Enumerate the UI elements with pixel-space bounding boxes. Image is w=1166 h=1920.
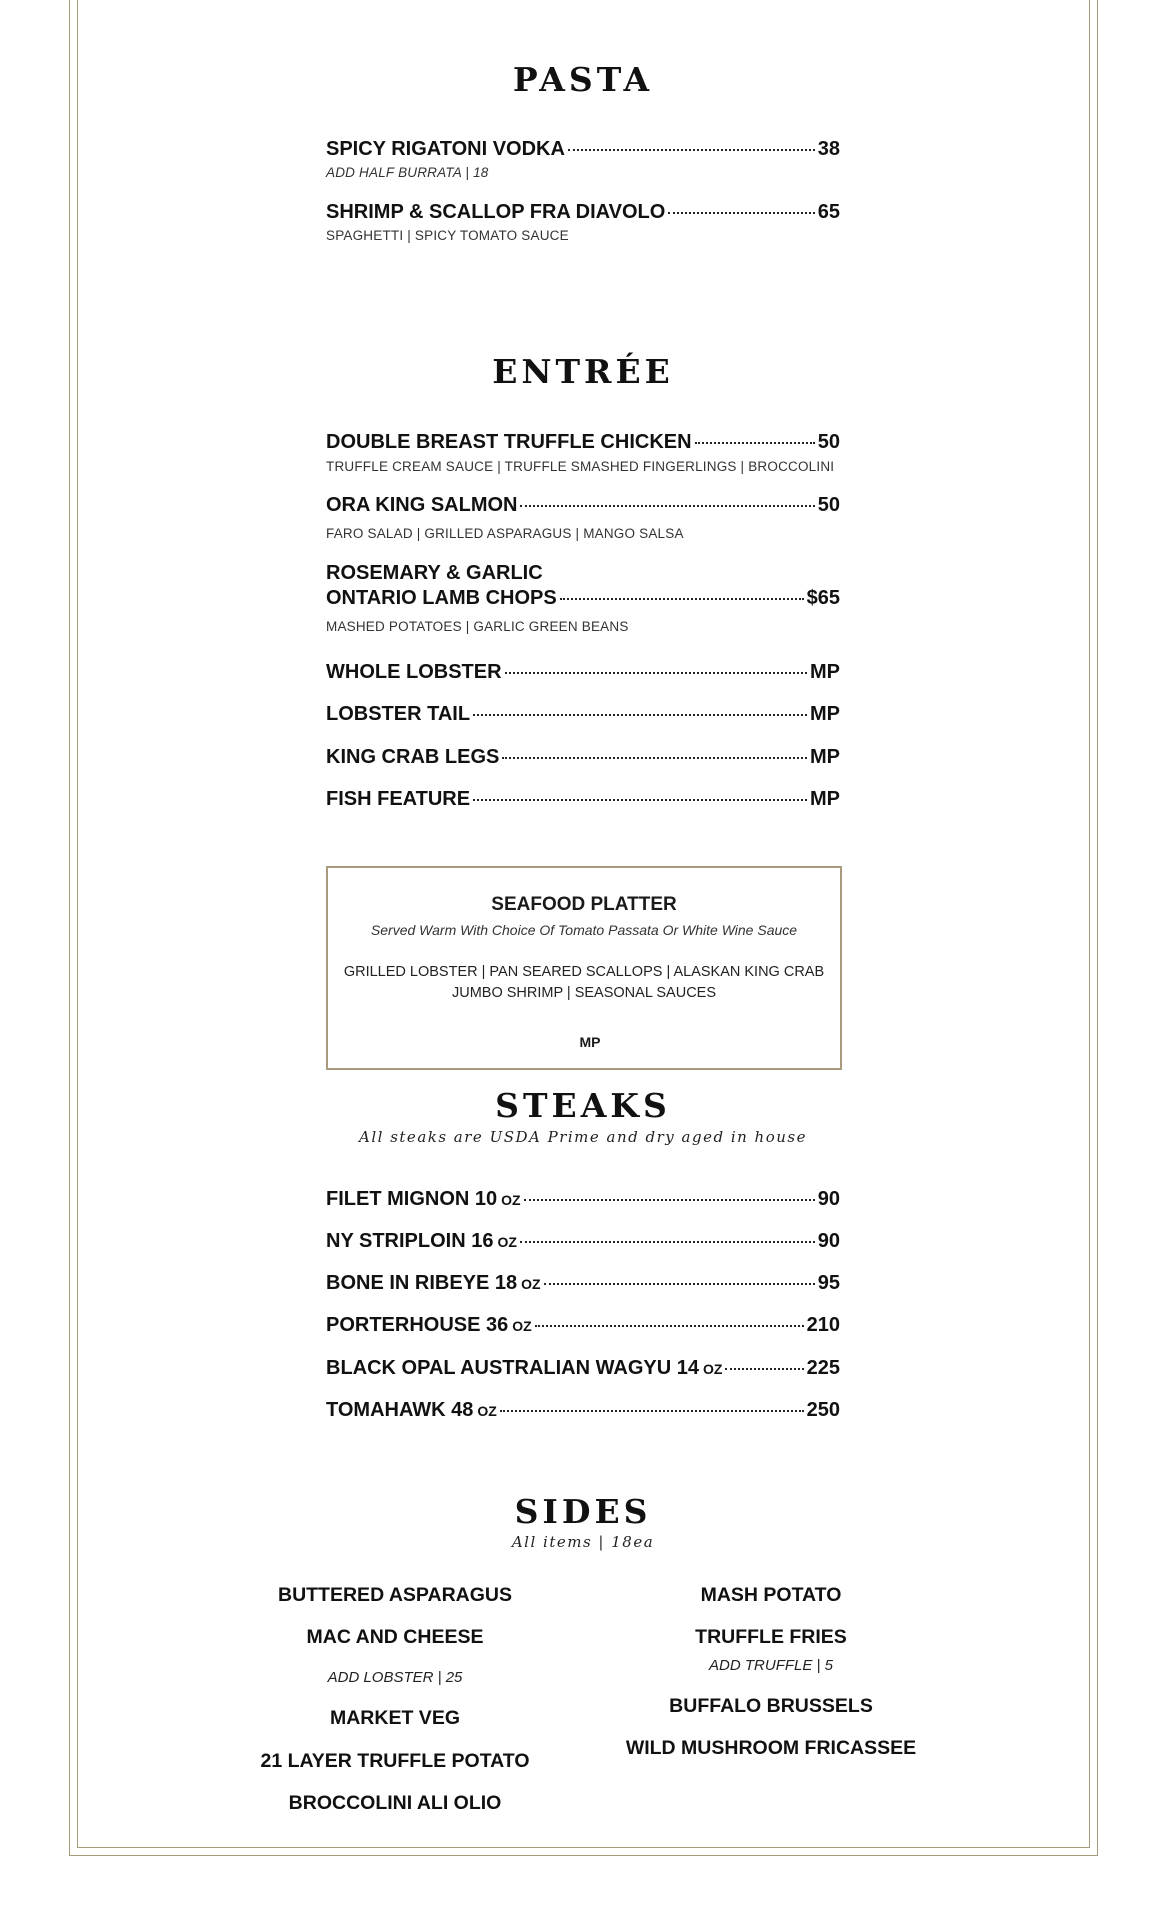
item-price: 210	[806, 1314, 840, 1336]
menu-item	[326, 788, 840, 811]
item-name: NY STRIPLOIN 16	[326, 1230, 494, 1252]
item-name: KING CRAB LEGS	[326, 746, 500, 768]
item-name: LOBSTER TAIL	[326, 703, 471, 725]
item-description: ADD HALF BURRATA | 18	[326, 165, 489, 180]
menu-item	[326, 138, 840, 161]
side-item: BUTTERED ASPARAGUS	[277, 1584, 512, 1606]
menu-item	[326, 1357, 840, 1380]
side-item: BUFFALO BRUSSELS	[669, 1695, 873, 1717]
side-item-addon: ADD LOBSTER | 25	[327, 1669, 463, 1686]
dot-leader	[473, 714, 807, 716]
item-price: MP	[810, 661, 840, 683]
item-unit: OZ	[521, 1276, 541, 1292]
item-description: SPAGHETTI | SPICY TOMATO SAUCE	[326, 228, 569, 243]
dot-leader	[520, 505, 814, 507]
platter-price: MP	[579, 1034, 601, 1050]
item-name: WHOLE LOBSTER	[326, 661, 502, 683]
item-name: BLACK OPAL AUSTRALIAN WAGYU 14	[326, 1357, 699, 1379]
side-item: MARKET VEG	[329, 1707, 460, 1729]
menu-item	[326, 431, 840, 454]
menu-item	[326, 661, 840, 684]
side-item: 21 LAYER TRUFFLE POTATO	[260, 1750, 530, 1772]
menu-item	[326, 703, 840, 726]
item-price: $65	[806, 587, 840, 609]
item-price: MP	[810, 703, 840, 725]
dot-leader	[524, 1199, 815, 1201]
side-item: MAC AND CHEESE	[306, 1626, 484, 1648]
item-name: ORA KING SALMON	[326, 494, 518, 516]
platter-title: SEAFOOD PLATTER	[491, 894, 677, 915]
dot-leader	[725, 1368, 803, 1370]
item-price: 65	[817, 201, 840, 223]
dot-leader	[505, 672, 807, 674]
menu-item	[326, 1272, 840, 1295]
steaks-heading: STEAKS	[495, 1086, 671, 1125]
menu-item	[326, 746, 840, 769]
menu-item	[326, 1399, 840, 1422]
platter-contents-line2: JUMBO SHRIMP | SEASONAL SAUCES	[451, 985, 717, 1001]
item-unit: OZ	[477, 1403, 497, 1419]
item-name: ONTARIO LAMB CHOPS	[326, 587, 557, 609]
item-unit: OZ	[702, 1361, 723, 1377]
dot-leader	[500, 1410, 804, 1412]
sides-heading: SIDES	[514, 1492, 652, 1531]
platter-contents-line1: GRILLED LOBSTER | PAN SEARED SCALLOPS | ALASKAN KING CRAB	[343, 964, 825, 980]
item-price: MP	[810, 788, 840, 810]
item-name: FISH FEATURE	[326, 788, 471, 810]
item-description: FARO SALAD | GRILLED ASPARAGUS | MANGO SALSA	[326, 526, 684, 541]
item-description: MASHED POTATOES | GARLIC GREEN BEANS	[326, 619, 629, 634]
item-price: 50	[817, 431, 840, 453]
dot-leader	[520, 1241, 815, 1243]
item-name-line1: ROSEMARY & GARLIC	[326, 562, 543, 584]
item-price: 225	[806, 1357, 840, 1379]
side-item: WILD MUSHROOM FRICASSEE	[625, 1737, 917, 1759]
side-item: BROCCOLINI ALI OLIO	[288, 1792, 502, 1814]
pasta-heading: PASTA	[512, 60, 654, 99]
item-unit: OZ	[512, 1318, 532, 1334]
item-price: 50	[817, 494, 840, 516]
item-name: SPICY RIGATONI VODKA	[326, 138, 565, 160]
item-price: 90	[817, 1188, 840, 1210]
dot-leader	[544, 1283, 815, 1285]
menu-item	[326, 201, 840, 224]
item-name: PORTERHOUSE 36	[326, 1314, 509, 1336]
menu-item	[326, 587, 840, 610]
dot-leader	[560, 598, 804, 600]
item-name: SHRIMP & SCALLOP FRA DIAVOLO	[326, 201, 666, 223]
item-name: TOMAHAWK 48	[326, 1399, 474, 1421]
dot-leader	[668, 212, 814, 214]
item-price: 38	[817, 138, 840, 160]
item-unit: OZ	[497, 1234, 517, 1250]
dot-leader	[502, 757, 807, 759]
dot-leader	[473, 799, 807, 801]
menu-item	[326, 1188, 840, 1211]
item-unit: OZ	[501, 1192, 521, 1208]
item-price: 250	[806, 1399, 840, 1421]
entree-heading: ENTRÉE	[492, 352, 674, 391]
item-price: 95	[817, 1272, 840, 1294]
menu-item	[326, 494, 840, 517]
sides-subheading: All items | 18ea	[511, 1533, 655, 1551]
menu-item	[326, 1230, 840, 1253]
side-item: TRUFFLE FRIES	[695, 1626, 847, 1648]
item-name: DOUBLE BREAST TRUFFLE CHICKEN	[326, 431, 692, 453]
steaks-subheading: All steaks are USDA Prime and dry aged in house	[359, 1128, 807, 1146]
dot-leader	[695, 442, 815, 444]
menu-item	[326, 1314, 840, 1337]
side-item-addon: ADD TRUFFLE | 5	[709, 1657, 833, 1674]
item-price: MP	[810, 746, 840, 768]
item-name: BONE IN RIBEYE 18	[326, 1272, 518, 1294]
platter-subtitle: Served Warm With Choice Of Tomato Passata Or White Wine Sauce	[370, 922, 798, 938]
seafood-platter-box	[326, 866, 842, 1070]
dot-leader	[535, 1325, 804, 1327]
side-item: MASH POTATO	[700, 1584, 842, 1606]
dot-leader	[568, 149, 815, 151]
item-price: 90	[817, 1230, 840, 1252]
item-description: TRUFFLE CREAM SAUCE | TRUFFLE SMASHED FINGERLINGS | BROCCOLINI	[326, 459, 835, 474]
item-name: FILET MIGNON 10	[326, 1188, 498, 1210]
